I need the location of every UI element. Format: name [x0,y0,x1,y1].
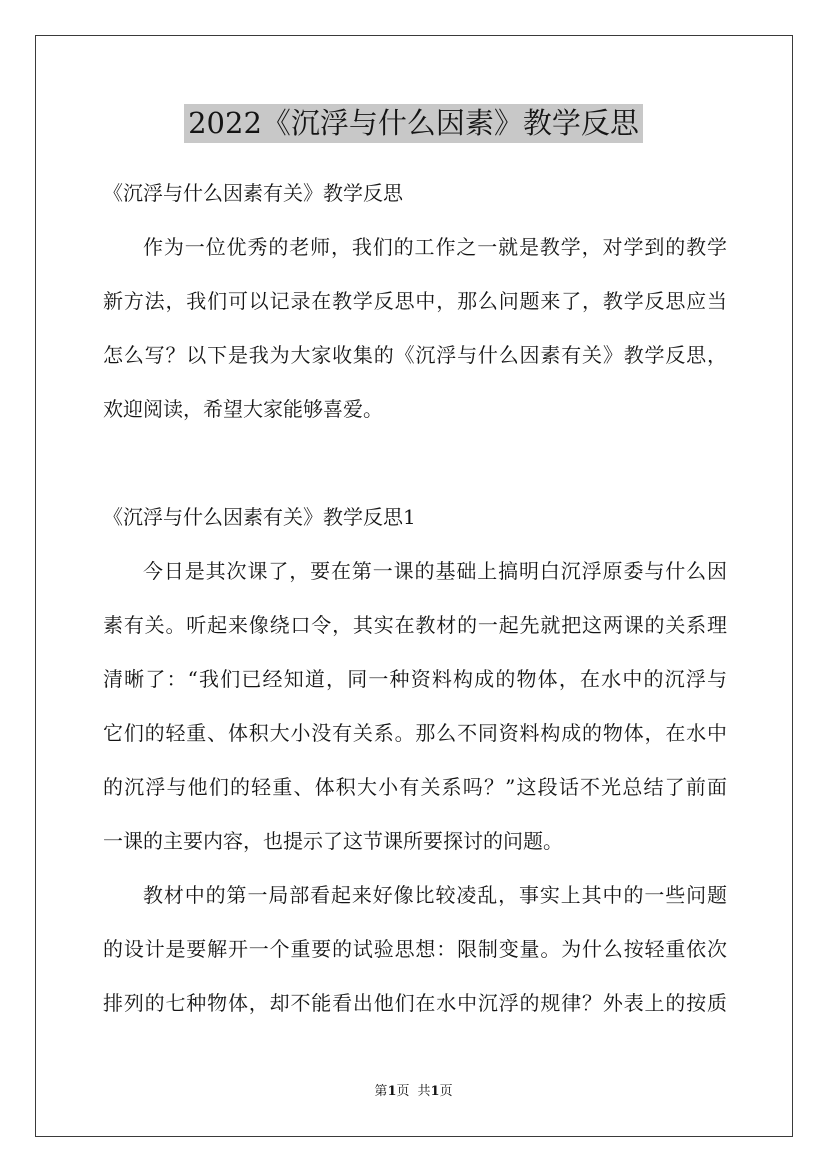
footer-page-suffix: 页 [396,1084,410,1099]
document-title: 2022《沉浮与什么因素》教学反思 [184,104,643,143]
text-line: 清晰了：“我们已经知道，同一种资料构成的物体，在水中的沉浮与 [103,667,727,691]
text-line: 的沉浮与他们的轻重、体积大小有关系吗？”这段话不光总结了前面 [103,775,727,799]
intro-paragraph [103,220,727,436]
subtitle: 《沉浮与什么因素有关》教学反思 [103,181,403,205]
footer-page-prefix: 第 [374,1084,388,1099]
current-page-number: 1 [387,1084,397,1099]
text-line: 素有关。听起来像绕口令，其实在教材的一起先就把这两课的关系理 [103,613,727,637]
text-line: 欢迎阅读，希望大家能够喜爱。 [103,397,383,421]
footer-total-suffix: 页 [439,1084,453,1099]
title-row [0,104,827,143]
section-paragraph-1 [103,544,727,868]
document-body [103,166,727,1030]
text-line: 它们的轻重、体积大小没有关系。那么不同资料构成的物体，在水中 [103,721,727,745]
text-line: 教材中的第一局部看起来好像比较凌乱，事实上其中的一些问题 [143,883,727,907]
text-line: 新方法，我们可以记录在教学反思中，那么问题来了，教学反思应当 [103,289,727,313]
text-line: 一课的主要内容，也提示了这节课所要探讨的问题。 [103,829,563,853]
page-footer [0,1082,827,1102]
text-line: 今日是其次课了，要在第一课的基础上搞明白沉浮原委与什么因 [143,559,727,583]
text-line: 怎么写？以下是我为大家收集的《沉浮与什么因素有关》教学反思， [103,343,727,367]
text-line: 排列的七种物体，却不能看出他们在水中沉浮的规律？外表上的按质 [103,991,727,1015]
text-line: 作为一位优秀的老师，我们的工作之一就是教学，对学到的教学 [143,235,727,259]
footer-total-prefix: 共 [417,1084,431,1099]
text-line: 的设计是要解开一个重要的试验思想：限制变量。为什么按轻重依次 [103,937,727,961]
section-heading: 《沉浮与什么因素有关》教学反思1 [103,505,416,529]
total-pages-number: 1 [430,1084,440,1099]
section-paragraph-2 [103,868,727,1030]
